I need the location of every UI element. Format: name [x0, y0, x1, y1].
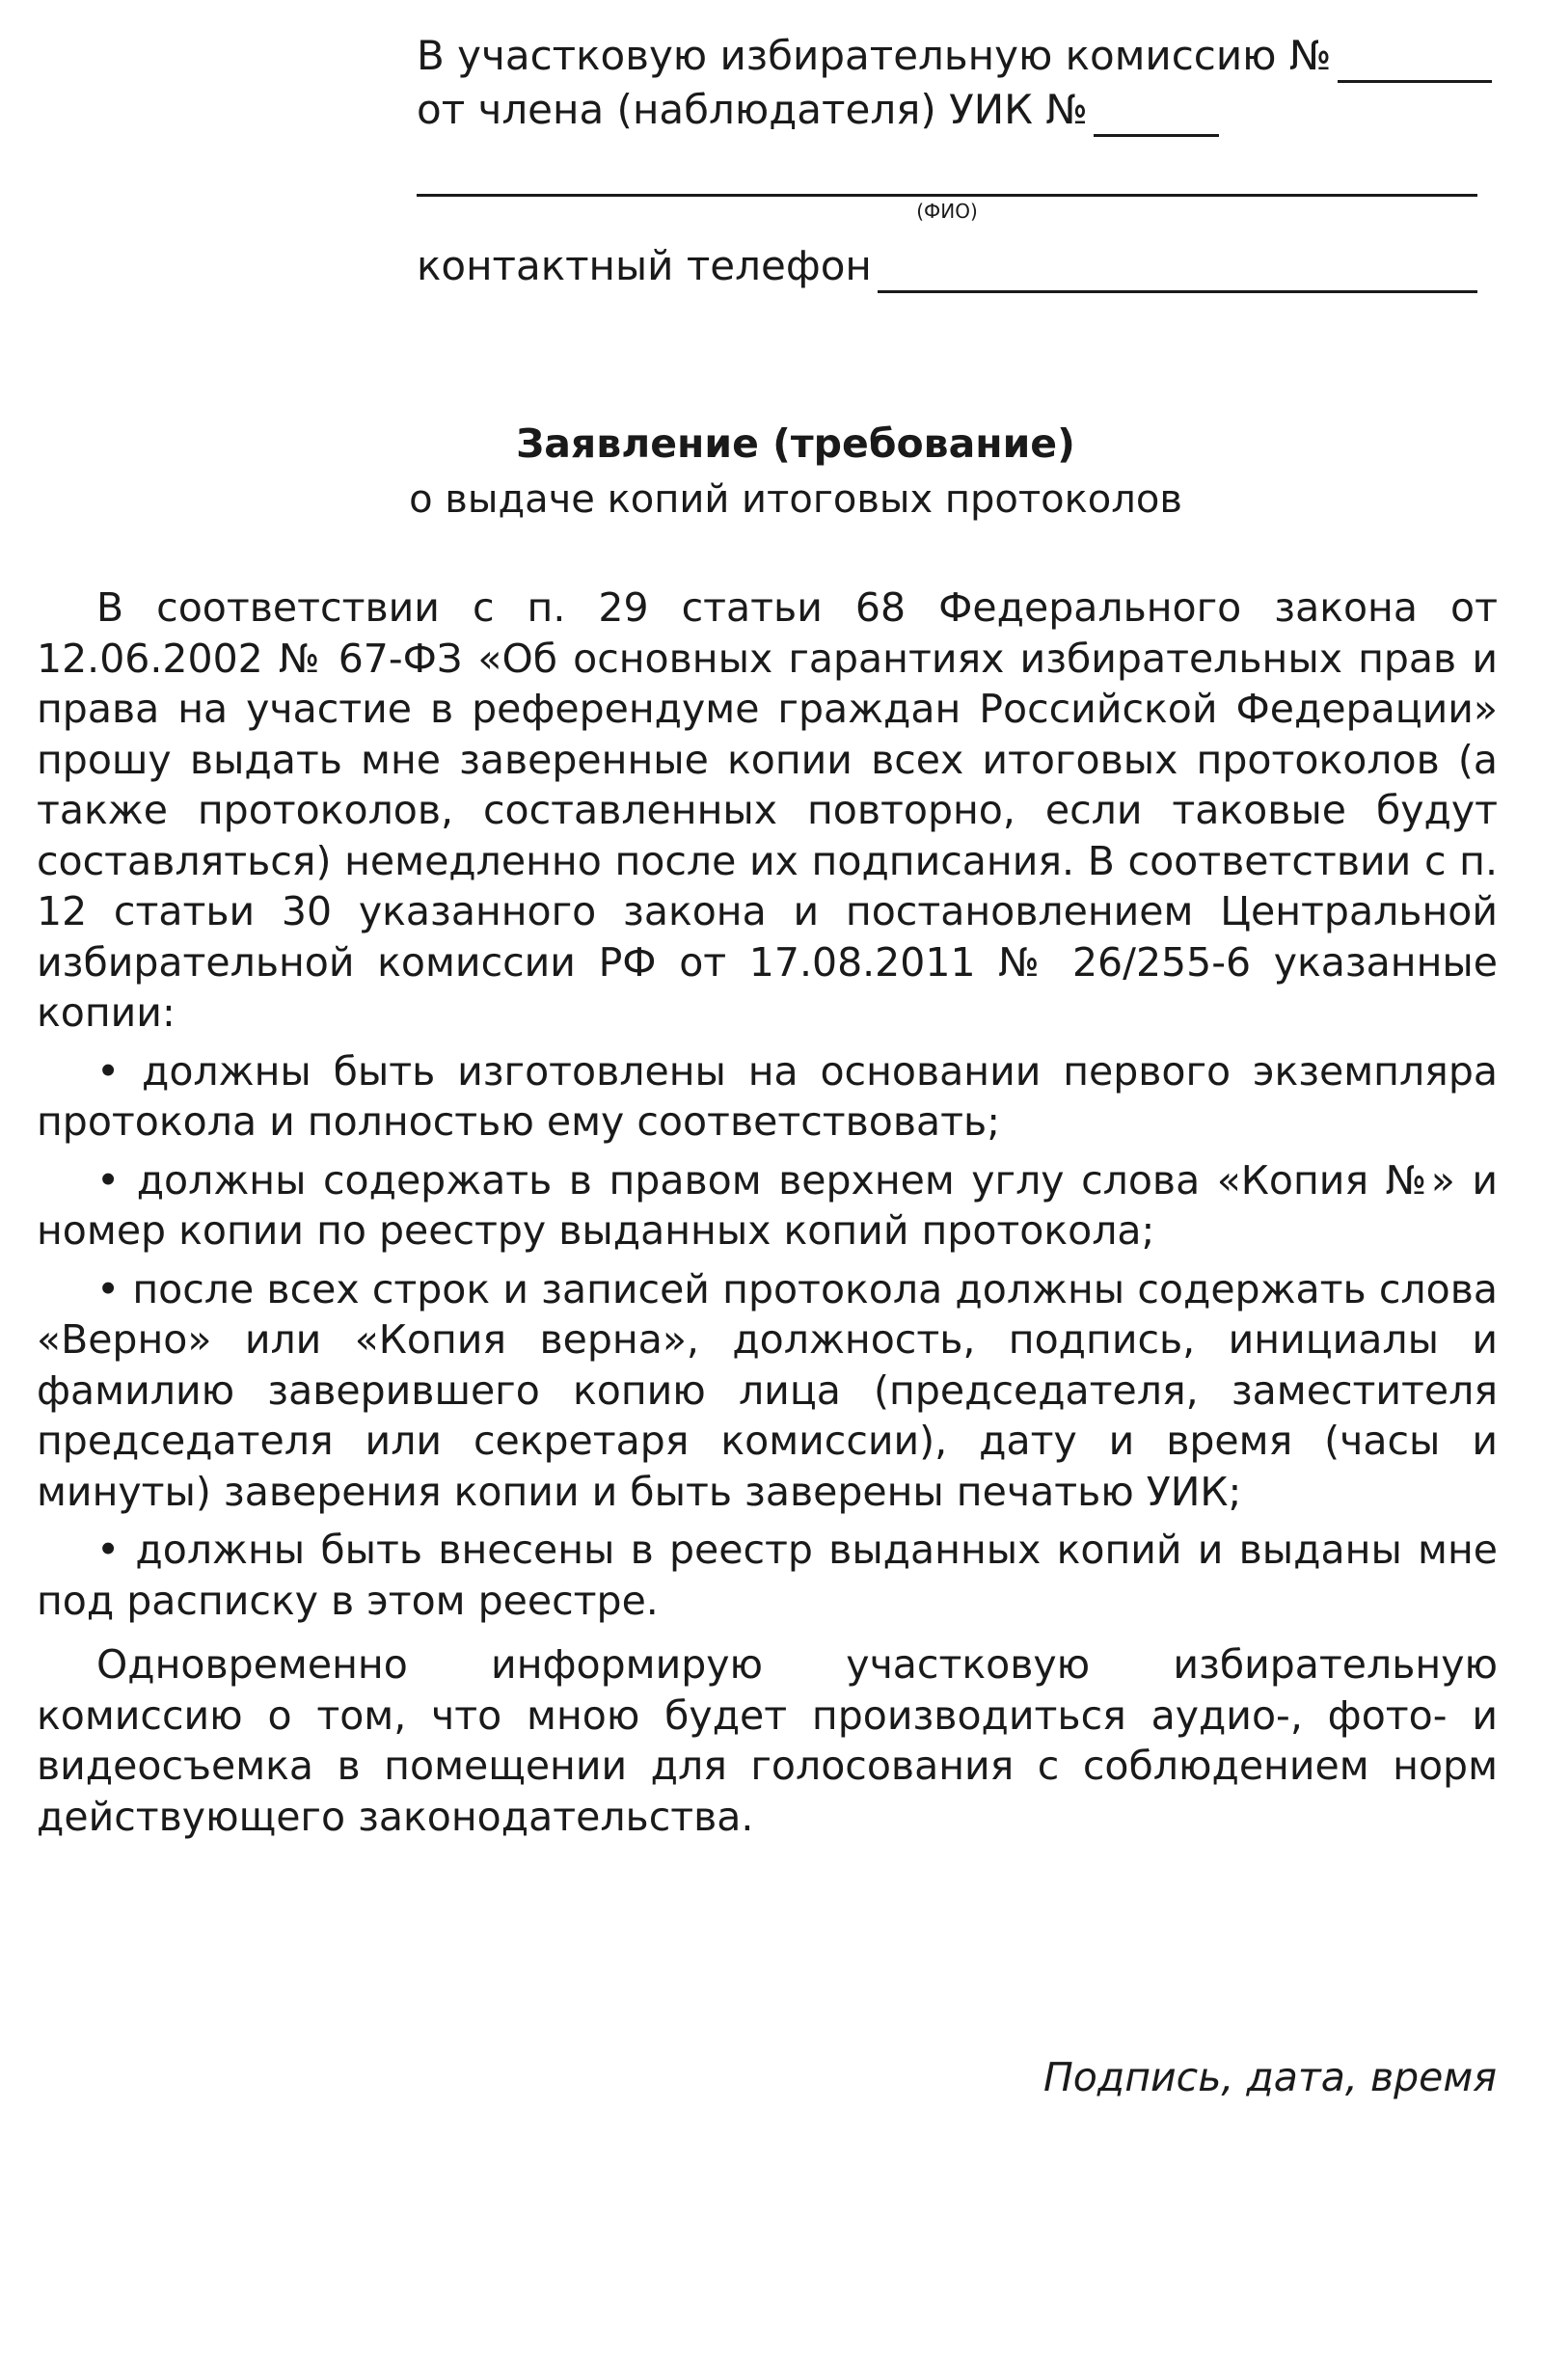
phone-blank: [878, 251, 1477, 293]
bullet-item: • должны быть внесены в реестр выданных копий и выданы мне под расписку в этом реестре.: [37, 1527, 1498, 1624]
document-body: [37, 582, 1498, 1842]
fio-blank-line: [417, 137, 1477, 197]
signature-placeholder: Подпись, дата, время: [1042, 2054, 1497, 2100]
closing-paragraph: Одновременно информирую участковую избирательную комиссию о том, что мною будет производиться аудио-, фото- и видеосъемка в помещении для голосования с соблюдением норм действующего законодательства.: [37, 1641, 1498, 1840]
addressee-block: [417, 29, 1497, 293]
bullet-item: • должны содержать в правом верхнем углу слова «Копия №» и номер копии по реестру выданных копий протокола;: [37, 1156, 1498, 1254]
intro-paragraph: В соответствии с п. 29 статьи 68 Федерального закона от 12.06.2002 № 67-ФЗ «Об основных гарантиях избирательных прав и права на участие в референдуме граждан Российской Федерации» прошу выдать мне заверенные копии всех итоговых протоколов (а также протоколов, составленных повторно, если таковые будут составляться) немедленно после их подписания. В соответствии с п. 12 статьи 30 указанного закона и постановлением Центральной избирательной комиссии РФ от 17.08.2011 № 26/255-6 указанные копии:: [37, 584, 1498, 1036]
document-title: Заявление (требование): [516, 420, 1075, 467]
document-subtitle: о выдаче копий итоговых протоколов: [409, 477, 1182, 522]
commission-label: В участковую избирательную комиссию №: [417, 32, 1332, 79]
member-label: от члена (наблюдателя) УИК №: [417, 86, 1089, 133]
bullet-item: • должны быть изготовлены на основании первого экземпляра протокола и полностью ему соответствовать;: [37, 1047, 1498, 1145]
member-row: [417, 83, 1497, 137]
commission-number-blank: [1338, 41, 1492, 83]
uik-number-blank: [1094, 95, 1219, 137]
phone-row: [417, 239, 1497, 293]
phone-label: контактный телефон: [417, 242, 872, 289]
bullet-item: • после всех строк и записей протокола должны содержать слова «Верно» или «Копия верна», должность, подпись, инициалы и фамилию заверившего копию лица (председателя, заместителя председателя или секретаря комиссии), дату и время (часы и минуты) заверения копии и быть заверены печатью УИК;: [37, 1265, 1498, 1515]
fio-caption: (ФИО): [916, 200, 978, 223]
commission-row: [417, 29, 1497, 83]
